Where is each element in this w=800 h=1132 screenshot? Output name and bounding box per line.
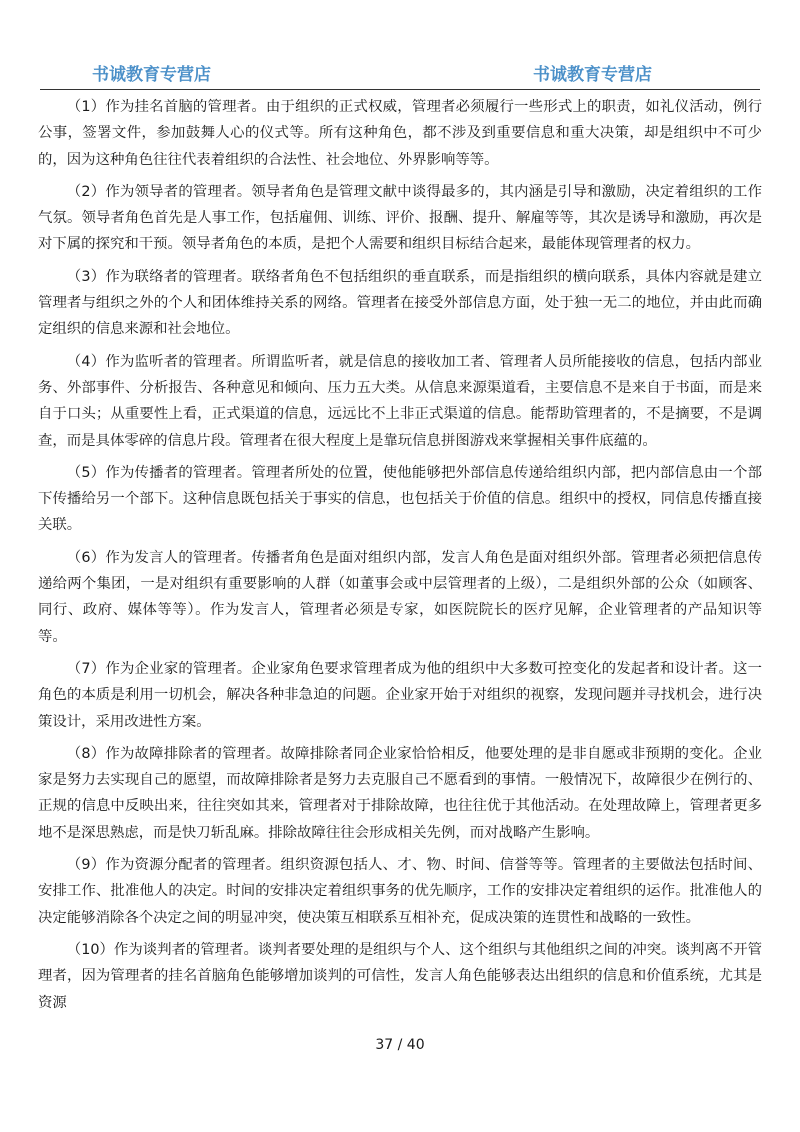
paragraph-3: （3）作为联络者的管理者。联络者角色不包括组织的垂直联系，而是指组织的横向联系，具体内容就是建立管理者与组织之外的个人和团体维持关系的网络。管理者在接受外部信息方面，处于独一无二的地位，并由此而确定组织的信息来源和社会地位。 (38, 268, 762, 338)
paragraph-1: （1）作为挂名首脑的管理者。由于组织的正式权威，管理者必须履行一些形式上的职责，如礼仪活动，例行公事，签署文件，参加鼓舞人心的仪式等。所有这种角色，都不涉及到重要信息和重大决策，却是组织中不可少的，因为这种角色往往代表着组织的合法性、社会地位、外界影响等等。 (38, 99, 762, 168)
paragraph-8: （8）作为故障排除者的管理者。故障排除者同企业家恰恰相反，他要处理的是非自愿或非预期的变化。企业家是努力去实现自己的愿望，而故障排除者是努力去克服自己不愿看到的事情。一般情况下，故障很少在例行的、正规的信息中反映出来，往往突如其来，管理者对于排除故障，也往往优于其他活动。在处理故障上，管理者更多地不是深思熟虑，而是快刀斩乱麻。排除故障往往会形成相关先例，而对战略产生影响。 (38, 745, 762, 841)
header-divider (40, 89, 760, 90)
paragraph-6: （6）作为发言人的管理者。传播者角色是面对组织内部，发言人角色是面对组织外部。管理者必须把信息传递给两个集团，一是对组织有重要影响的人群（如董事会或中层管理者的上级），二是组织外部的公众（如顾客、同行、政府、媒体等等）。作为发言人，管理者必须是专家，如医院院长的医疗见解，企业管理者的产品知识等等。 (38, 549, 762, 645)
page-header (40, 54, 760, 90)
paragraph-7: （7）作为企业家的管理者。企业家角色要求管理者成为他的组织中大多数可控变化的发起者和设计者。这一角色的本质是利用一切机会，解决各种非急迫的问题。企业家开始于对组织的视察，发现问题并寻找机会，进行决策设计，采用改进性方案。 (38, 660, 762, 730)
header-store-title-right: 书诚教育专营店 (533, 65, 652, 85)
paragraph-4: （4）作为监听者的管理者。所谓监听者，就是信息的接收加工者、管理者人员所能接收的信息，包括内部业务、外部事件、分析报告、各种意见和倾向、压力五大类。从信息来源渠道看，主要信息不是来自于书面，而是来自于口头；从重要性上看，正式渠道的信息，远远比不上非正式渠道的信息。能帮助管理者的，不是摘要，不是调查，而是具体零碎的信息片段。管理者在很大程度上是靠玩信息拼图游戏来掌握相关事件底蕴的。 (38, 353, 762, 449)
paragraph-10: （10）作为谈判者的管理者。谈判者要处理的是组织与个人、这个组织与其他组织之间的冲突。谈判离不开管理者，因为管理者的挂名首脑角色能够增加谈判的可信性，发言人角色能够表达出组织的信息和价值系统，尤其是资源 (38, 941, 762, 1011)
page-number: 37 / 40 (375, 1037, 425, 1053)
header-store-title-left: 书诚教育专营店 (92, 65, 211, 85)
document-body (38, 94, 762, 1022)
paragraph-5: （5）作为传播者的管理者。管理者所处的位置，使他能够把外部信息传递给组织内部，把内部信息由一个部下传播给另一个部下。这种信息既包括关于事实的信息，也包括关于价值的信息。组织中的授权，同信息传播直接关联。 (38, 464, 762, 534)
paragraph-9: （9）作为资源分配者的管理者。组织资源包括人、才、物、时间、信誉等等。管理者的主要做法包括时间、安排工作、批准他人的决定。时间的安排决定着组织事务的优先顺序，工作的安排决定着组织的运作。批准他人的决定能够消除各个决定之间的明显冲突，使决策互相联系互相补充，促成决策的连贯性和战略的一致性。 (38, 857, 762, 926)
paragraph-2: （2）作为领导者的管理者。领导者角色是管理文献中谈得最多的，其内涵是引导和激励，决定着组织的工作气氛。领导者角色首先是人事工作，包括雇佣、训练、评价、报酬、提升、解雇等等，其次是诱导和激励，再次是对下属的探究和干预。领导者角色的本质，是把个人需要和组织目标结合起来，最能体现管理者的权力。 (38, 183, 762, 253)
